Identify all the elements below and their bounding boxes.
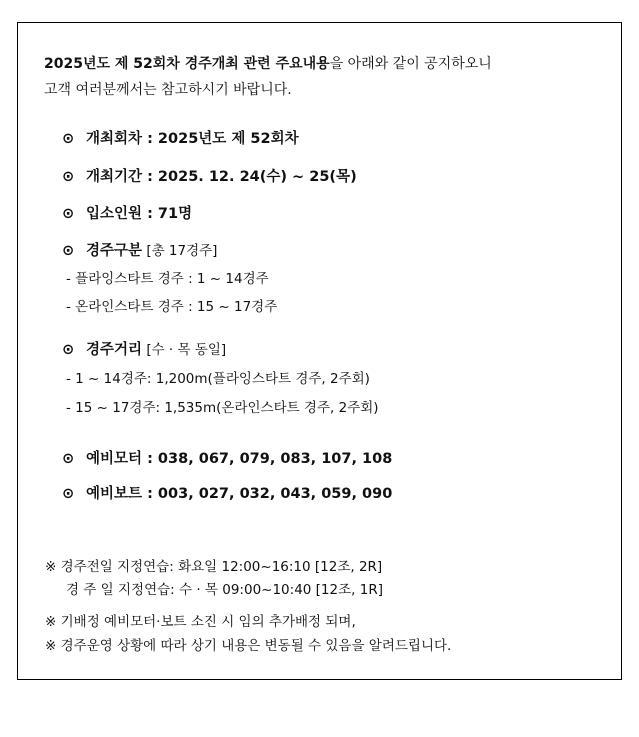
note-1-text: 기배정 예비모터·보트 소진 시 임의 추가배정 되며, xyxy=(60,614,356,630)
item-spare-boats xyxy=(62,482,392,503)
distance-sub-1: - 1 ~ 14경주: 1,200m(플라잉스타트 경주, 2주회) xyxy=(66,371,370,387)
notice-box xyxy=(17,22,622,680)
bullet-icon: ⊙ xyxy=(62,243,75,259)
item-spare-motors xyxy=(62,447,392,468)
bullet-icon: ⊙ xyxy=(62,206,75,222)
item-entrants-text: 입소인원 : 71명 xyxy=(86,206,193,222)
item-round xyxy=(62,127,299,148)
race-type-sub-1: - 플라잉스타트 경주 : 1 ~ 14경주 xyxy=(66,271,269,287)
bullet-icon: ⊙ xyxy=(62,131,75,147)
item-race-type-title: 경주구분 xyxy=(86,243,143,259)
item-entrants xyxy=(62,202,192,223)
intro-line-1 xyxy=(44,53,492,73)
item-spare-boats-text: 예비보트 : 003, 027, 032, 043, 059, 090 xyxy=(86,486,393,502)
bullet-icon: ⊙ xyxy=(62,451,75,467)
item-period-text: 개최기간 : 2025. 12. 24(수) ~ 25(목) xyxy=(86,169,357,185)
item-round-text: 개최회차 : 2025년도 제 52회차 xyxy=(86,131,299,147)
race-type-sub-2: - 온라인스타트 경주 : 15 ~ 17경주 xyxy=(66,299,278,315)
item-period xyxy=(62,165,357,186)
note-practice-2: 경 주 일 지정연습: 수 · 목 09:00~10:40 [12조, 1R] xyxy=(66,582,383,598)
bullet-icon: ⊙ xyxy=(62,486,75,502)
note-2 xyxy=(45,634,451,654)
bullet-icon: ⊙ xyxy=(62,169,75,185)
intro-rest: 을 아래와 같이 공지하오니 xyxy=(329,56,492,72)
note-mark-icon: ※ xyxy=(45,559,57,575)
note-mark-icon: ※ xyxy=(45,614,57,630)
item-spare-motors-text: 예비모터 : 038, 067, 079, 083, 107, 108 xyxy=(86,451,393,467)
note-1 xyxy=(45,610,356,630)
item-race-type-detail: [총 17경주] xyxy=(142,243,218,259)
note-mark-icon: ※ xyxy=(45,638,57,654)
item-distance xyxy=(62,338,226,359)
item-race-type xyxy=(62,239,217,260)
note-practice-1-text: 경주전일 지정연습: 화요일 12:00~16:10 [12조, 2R] xyxy=(60,559,383,575)
intro-line-2: 고객 여러분께서는 참고하시기 바랍니다. xyxy=(44,82,292,98)
intro-highlight: 2025년도 제 52회차 경주개최 관련 주요내용 xyxy=(44,56,330,72)
note-practice-1 xyxy=(45,555,382,575)
item-distance-title: 경주거리 xyxy=(86,342,143,358)
distance-sub-2: - 15 ~ 17경주: 1,535m(온라인스타트 경주, 2주회) xyxy=(66,400,379,416)
item-distance-detail: [수 · 목 동일] xyxy=(142,342,227,358)
note-2-text: 경주운영 상황에 따라 상기 내용은 변동될 수 있음을 알려드립니다. xyxy=(60,638,452,654)
bullet-icon: ⊙ xyxy=(62,342,75,358)
